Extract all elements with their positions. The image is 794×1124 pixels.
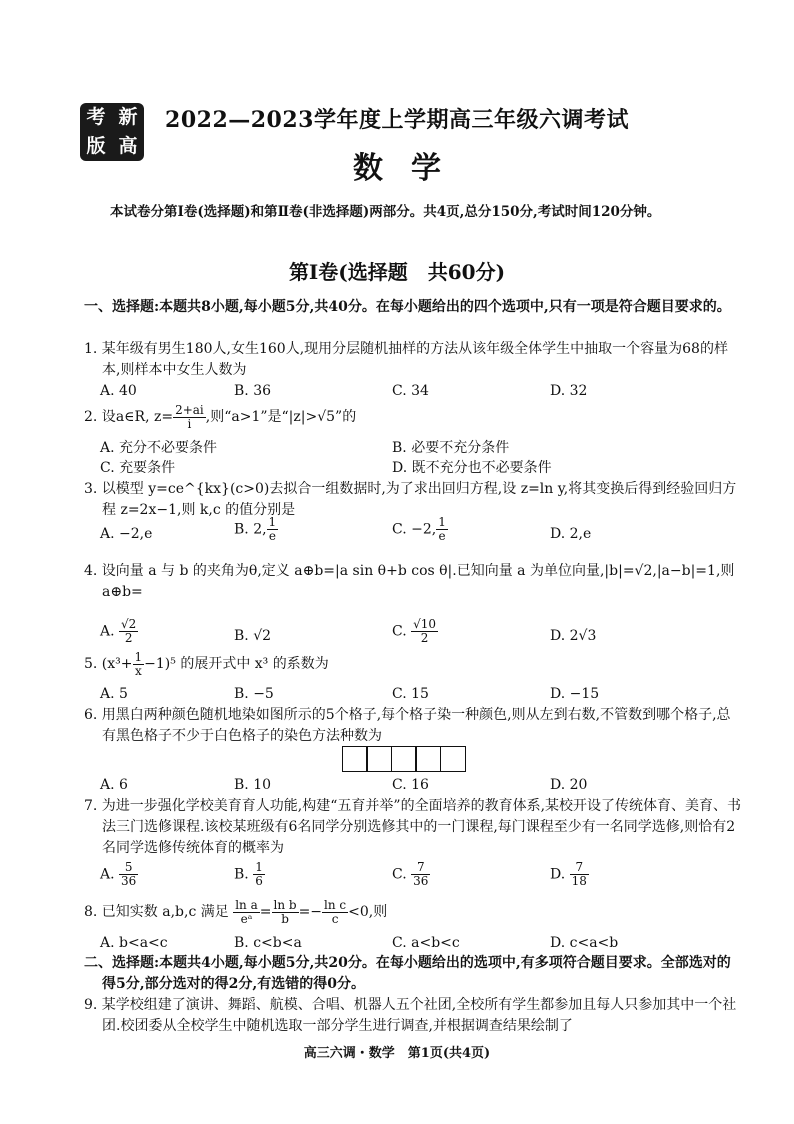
part-one-instructions: 一、选择题:本题共8小题,每小题5分,共40分。在每小题给出的四个选项中,只有一项是符合题目要求的。 <box>84 299 731 315</box>
option-b: B. −5 <box>234 686 274 702</box>
option-d: D. 2,e <box>550 526 592 542</box>
question-1-options <box>84 381 724 402</box>
option-a: A. −2,e <box>100 526 153 542</box>
option-c: C. −2, $\frac{1}{e}$ <box>392 515 446 543</box>
option-b: B. √2 <box>234 628 272 644</box>
option-c: C. a<b<c <box>392 935 460 951</box>
question-5-options <box>84 684 724 705</box>
option-a: A. b<a<c <box>100 935 168 951</box>
question-2-options-row1 <box>84 438 724 459</box>
question-7-stem: 7. 为进一步强化学校美育育人功能,构建“五育并举”的全面培养的教育体系,某校开设了传统体育、美育、书法三门选修课程.该校某班级有6名同学分别选修其中的一门课程,每门课程至少有一名同学选修,则恰有2名同学选修传统体育的概率为 <box>84 798 742 856</box>
part-two-instructions: 二、选择题:本题共4小题,每小题5分,共20分。在每小题给出的选项中,有多项符合题目要求。全部选对的得5分,部分选对的得2分,有选错的得0分。 <box>84 955 731 992</box>
question-4-stem: 4. 设向量 a 与 b 的夹角为θ,定义 a⊕b=|a sin θ+b cos θ|.已知向量 a 为单位向量,|b|=√2,|a−b|=1,则 a⊕b= <box>84 563 735 600</box>
publisher-logo: 考 新 版 高 <box>80 103 144 161</box>
option-c: C. $\frac{7}{36}$ <box>392 860 429 888</box>
fraction: $\frac{1}{e}$ <box>438 515 446 543</box>
question-6-options <box>84 775 724 796</box>
question-3-stem: 3. 以模型 y=ce^{kx}(c>0)去拟合一组数据时,为了求出回归方程,设 z=ln y,将其变换后得到经验回归方程 z=2x−1,则 k,c 的值分别是 <box>84 481 737 518</box>
section-title: 第Ⅰ卷(选择题 共60分) <box>288 260 506 284</box>
question-9-stem: 9. 某学校组建了演讲、舞蹈、航模、合唱、机器人五个社团,全校所有学生都参加且每人只参加其中一个社团.校团委从全校学生中随机选取一部分学生进行调查,并根据调查结果绘制了 <box>84 997 737 1034</box>
grid-cell <box>391 746 417 772</box>
option-b: B. 36 <box>234 383 272 399</box>
option-d: D. 2√3 <box>550 628 597 644</box>
option-c: C. 34 <box>392 383 429 399</box>
grid-cell <box>415 746 441 772</box>
fraction: $\frac{\text{ln a}}{\text{eᵃ}}$ <box>235 897 258 926</box>
question-2-stem: 2. 设a∈R, z= $\frac{2+ai}{i}$ ,则“a>1”是“|z|>√5”的 <box>84 402 357 431</box>
option-c: C. 充要条件 <box>100 460 176 476</box>
exam-title: 2022—2023学年度上学期高三年级六调考试 <box>165 107 629 133</box>
fraction: $\frac{1}{6}$ <box>255 860 263 888</box>
question-7-options <box>84 860 724 888</box>
fraction: $\frac{√2}{2}$ <box>121 617 137 645</box>
option-a: A. 充分不必要条件 <box>100 440 218 456</box>
fraction: $\frac{\text{ln b}}{b}$ <box>273 897 297 926</box>
option-a: A. 6 <box>100 777 128 793</box>
subject-title: 数学 <box>353 151 469 186</box>
question-1-stem: 1. 某年级有男生180人,女生160人,现用分层随机抽样的方法从该年级全体学生中抽取一个容量为68的样本,则样本中女生人数为 <box>84 341 728 378</box>
page-footer: 高三六调・数学 第1页(共4页) <box>303 1046 491 1061</box>
option-d: D. 20 <box>550 777 588 793</box>
fraction: $\frac{1}{e}$ <box>268 515 277 543</box>
grid-cell <box>366 746 392 772</box>
fraction: $\frac{5}{36}$ <box>121 860 137 888</box>
question-4-options <box>84 617 724 645</box>
option-b: B. c<b<a <box>234 935 302 951</box>
option-d: D. −15 <box>550 686 600 702</box>
option-c: C. 15 <box>392 686 429 702</box>
exam-instructions: 本试卷分第Ⅰ卷(选择题)和第Ⅱ卷(非选择题)两部分。共4页,总分150分,考试时间120分钟。 <box>110 204 661 220</box>
option-a: A. $\frac{√2}{2}$ <box>100 617 137 645</box>
option-d: D. $\frac{7}{18}$ <box>550 860 587 888</box>
question-8-stem: 8. 已知实数 a,b,c 满足 $\frac{\text{ln a}}{\text{eᵃ}}$ = $\frac{\text{ln b}}{b}$ =− $\frac{\text{ln c}}{c}$ <0,则 <box>84 897 388 926</box>
fraction: $\frac{7}{36}$ <box>413 860 429 888</box>
option-b: B. 10 <box>234 777 272 793</box>
five-cell-grid-figure <box>343 746 466 772</box>
fraction: $\frac{\text{ln c}}{c}$ <box>324 897 347 926</box>
option-d: D. 既不充分也不必要条件 <box>392 460 552 476</box>
fraction: $\frac{1}{x}$ <box>134 649 143 678</box>
option-b: B. $\frac{1}{6}$ <box>234 860 263 888</box>
question-8-options <box>84 933 724 954</box>
option-a: A. $\frac{5}{36}$ <box>100 860 137 888</box>
fraction: $\frac{7}{18}$ <box>571 860 587 888</box>
option-c: C. 16 <box>392 777 429 793</box>
fraction: $\frac{√10}{2}$ <box>413 617 437 645</box>
option-b: B. 2, $\frac{1}{e}$ <box>234 515 277 543</box>
option-a: A. 40 <box>100 383 137 399</box>
fraction: $\frac{2+ai}{i}$ <box>175 402 204 431</box>
option-c: C. $\frac{√10}{2}$ <box>392 617 437 645</box>
option-d: D. 32 <box>550 383 588 399</box>
question-2-options-row2 <box>84 458 724 479</box>
grid-cell <box>440 746 466 772</box>
question-5-stem: 5. (x³+ $\frac{1}{x}$ −1)⁵ 的展开式中 x³ 的系数为 <box>84 649 329 678</box>
option-a: A. 5 <box>100 686 128 702</box>
question-3-options <box>84 515 724 545</box>
grid-cell <box>342 746 368 772</box>
option-d: D. c<a<b <box>550 935 619 951</box>
question-6-stem: 6. 用黑白两种颜色随机地染如图所示的5个格子,每个格子染一种颜色,则从左到右数,不管数到哪个格子,总有黑色格子不少于白色格子的染色方法种数为 <box>84 707 731 744</box>
option-b: B. 必要不充分条件 <box>392 440 510 456</box>
